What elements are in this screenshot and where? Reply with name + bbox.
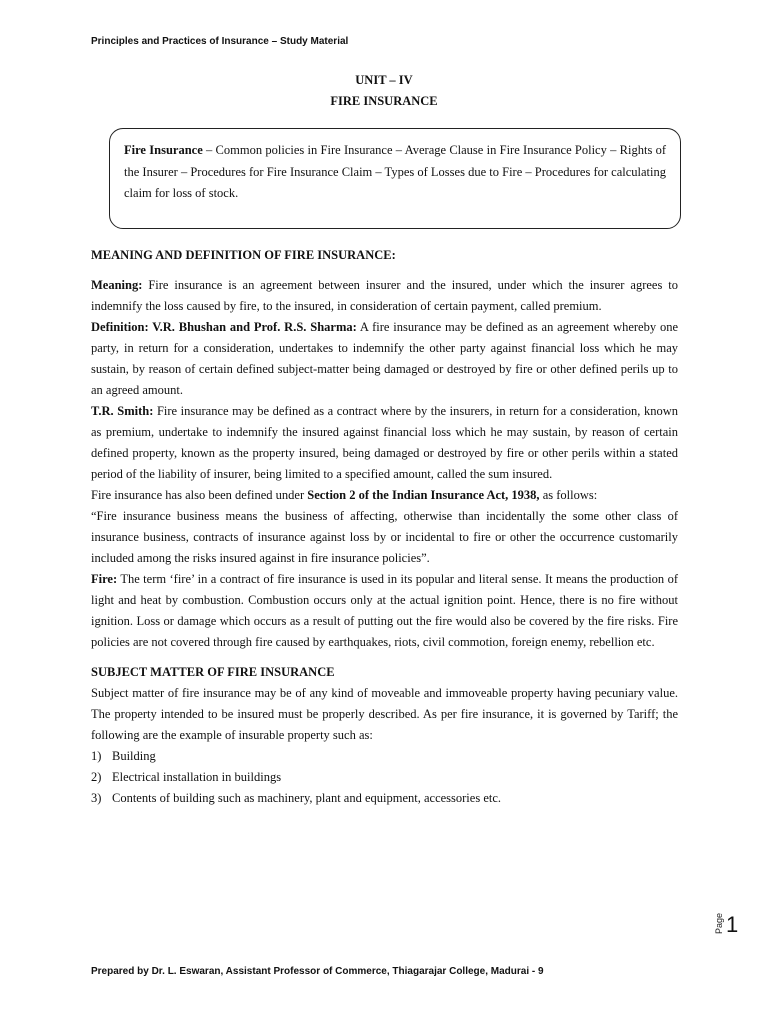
page-number-marker	[714, 912, 748, 952]
page-word: Page	[714, 912, 724, 934]
section-heading-subject-matter: SUBJECT MATTER OF FIRE INSURANCE	[91, 665, 335, 679]
section-heading-meaning: MEANING AND DEFINITION OF FIRE INSURANCE:	[91, 248, 396, 262]
running-header: Principles and Practices of Insurance – Study Material	[91, 36, 349, 47]
syllabus-lead: Fire Insurance	[124, 143, 203, 157]
act-bold: Section 2 of the Indian Insurance Act, 1938,	[307, 488, 540, 502]
list-item	[91, 788, 678, 809]
meaning-text: Fire insurance is an agreement between insurer and the insured, under which the insurer agrees to indemnify the loss caused by fire, to the insured, in consideration of certain payment, called premium.	[91, 278, 678, 313]
list-item-number: 2)	[91, 770, 102, 784]
definition-paragraph	[91, 317, 678, 401]
list-item-text: Building	[112, 749, 156, 763]
fire-paragraph	[91, 569, 678, 653]
unit-subtitle: FIRE INSURANCE	[330, 94, 438, 108]
fire-text: The term ‘fire’ in a contract of fire insurance is used in its popular and literal sense. It means the production of light and heat by combustion. Combustion occurs only at the actual ignition point. Hence, there is no fire without ignition. Loss or damage which occurs as a result of putting out the fire would also be covered by the fire risks. Fire policies are not covered through fire caused by earthquakes, riots, civil commotion, foreign enemy, rebellion etc.	[91, 572, 678, 649]
act-pre: Fire insurance has also been defined under	[91, 488, 308, 502]
page-number: 1	[726, 912, 739, 937]
act-paragraph	[91, 485, 678, 506]
list-item-number: 1)	[91, 749, 102, 763]
definition-label: Definition: V.R. Bhushan and Prof. R.S. Sharma:	[91, 320, 357, 334]
list-item-text: Contents of building such as machinery, plant and equipment, accessories etc.	[112, 791, 502, 805]
subject-matter-intro: Subject matter of fire insurance may be of any kind of moveable and immoveable property having pecuniary value. The property intended to be insured must be properly described. As per fire insurance, it is governed by Tariff; the following are the example of insurable property such as:	[91, 686, 678, 742]
list-item	[91, 746, 678, 767]
act-quote: “Fire insurance business means the business of affecting, otherwise than incidentally the some other class of insurance business, contracts of insurance against loss by or incidental to fire or other the occurrence customarily included among the risks insured against in fire insurance policies”.	[91, 509, 678, 565]
running-footer: Prepared by Dr. L. Eswaran, Assistant Professor of Commerce, Thiagarajar College, Madurai - 9	[91, 966, 544, 977]
smith-label: T.R. Smith:	[91, 404, 154, 418]
syllabus-box	[109, 128, 681, 229]
fire-label: Fire:	[91, 572, 118, 586]
act-post: as follows:	[539, 488, 598, 502]
smith-paragraph	[91, 401, 678, 485]
unit-title: UNIT – IV	[355, 73, 413, 87]
main-content	[91, 245, 678, 809]
syllabus-text: – Common policies in Fire Insurance – Average Clause in Fire Insurance Policy – Rights of the Insurer – Procedures for Fire Insurance Claim – Types of Losses due to Fire – Procedures for calculating claim for loss of stock.	[124, 143, 666, 200]
insurable-property-list	[91, 746, 678, 809]
definition-text: A fire insurance may be defined as an agreement whereby one party, in return for a consideration, undertakes to indemnify the other party against financial loss which he may sustain, by reason of certain defined subject-matter being damaged or destroyed by fire or other defined perils up to an agreed amount.	[91, 320, 678, 397]
list-item-number: 3)	[91, 791, 102, 805]
meaning-label: Meaning:	[91, 278, 143, 292]
list-item	[91, 767, 678, 788]
list-item-text: Electrical installation in buildings	[112, 770, 282, 784]
meaning-paragraph	[91, 275, 678, 317]
smith-text: Fire insurance may be defined as a contract where by the insurers, in return for a consideration, known as premium, undertake to indemnify the insured against financial loss which he may sustain, by reason of certain defined property, known as the property insured, being damaged or destroyed by fire or other perils within a stated period of the liability of insurer, being limited to a specified amount, called the sum insured.	[91, 404, 678, 481]
